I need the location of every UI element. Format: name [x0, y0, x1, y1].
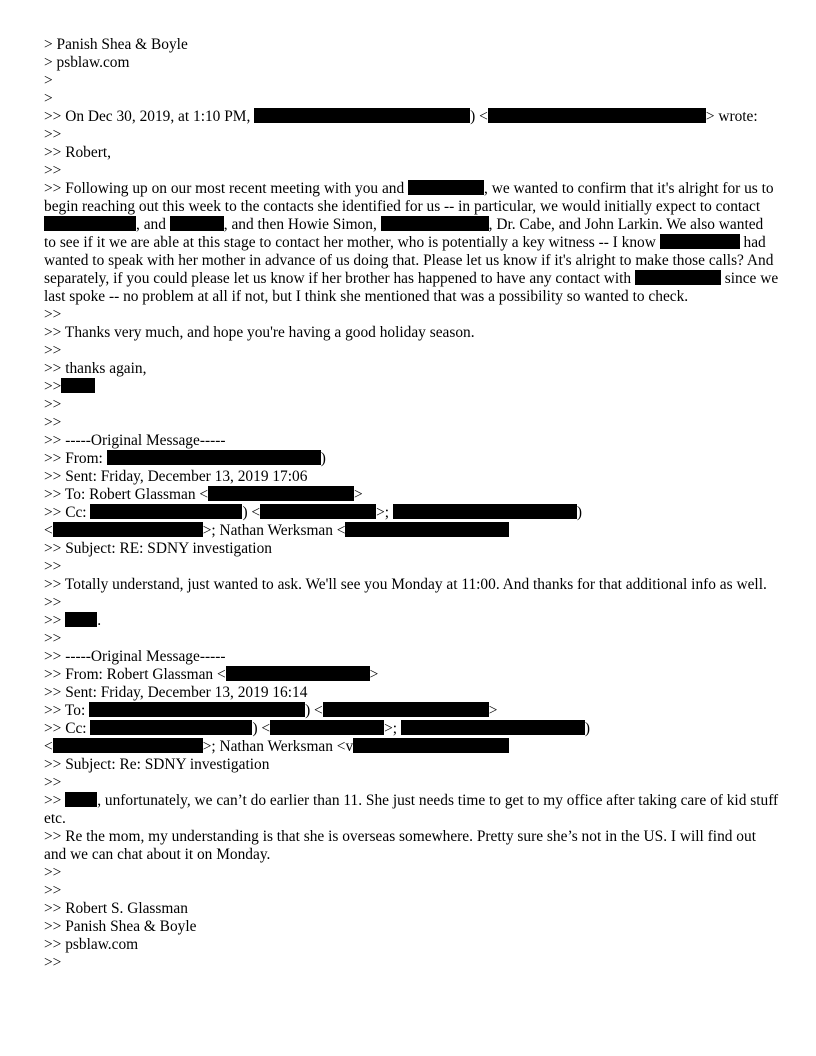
text: >; Nathan Werksman <v: [202, 738, 354, 755]
quote-line: >>: [44, 342, 62, 359]
text: ): [584, 720, 591, 737]
cc-line: [44, 720, 779, 738]
redaction: [89, 702, 305, 717]
text: , we wanted to confirm that it's alright for us to begin reaching out this week to the contacts she identified for us -- in particular, we would initially expect to contact: [44, 180, 774, 215]
quote-line: >>: [44, 306, 62, 323]
quote-line: >>: [44, 126, 62, 143]
redaction: [660, 234, 740, 249]
text: >: [488, 702, 498, 719]
redaction: [107, 450, 321, 465]
text: >> From: Robert Glassman <: [44, 666, 226, 683]
text: > wrote:: [705, 108, 758, 125]
quote-line: >>: [44, 594, 62, 611]
quote-line: >>: [44, 630, 62, 647]
text: >>: [44, 792, 66, 809]
quote-line: >: [44, 72, 53, 89]
text: >> On Dec 30, 2019, at 1:10 PM,: [44, 108, 255, 125]
message-paragraph: >> Totally understand, just wanted to ask. We'll see you Monday at 11:00. And thanks for that additional info as well.: [44, 576, 767, 593]
text: ): [320, 450, 326, 467]
sent-line: >> Sent: Friday, December 13, 2019 17:06: [44, 468, 308, 485]
redaction: [381, 216, 489, 231]
quote-line: >>: [44, 882, 62, 899]
redaction: [53, 738, 203, 753]
to-line: [44, 702, 779, 720]
redaction: [170, 216, 224, 231]
quote-line: >>: [44, 558, 62, 575]
subject-line: >> Subject: RE: SDNY investigation: [44, 540, 272, 557]
message-paragraph: >> Re the mom, my understanding is that she is overseas somewhere. Pretty sure she’s not in the US. I will find out and we can chat about it on Monday.: [44, 828, 756, 863]
text: , and then Howie Simon,: [223, 216, 381, 233]
redaction: [90, 720, 252, 735]
redaction: [393, 504, 577, 519]
signature-line: [44, 612, 779, 630]
cc-line: [44, 504, 779, 522]
to-line: [44, 486, 779, 504]
signature-website: >> psblaw.com: [44, 936, 139, 953]
text: , and: [136, 216, 170, 233]
cc-continuation-line: [44, 738, 779, 756]
quote-line: > Panish Shea & Boyle: [44, 36, 188, 53]
text: >: [354, 486, 363, 503]
text: ) <: [242, 504, 261, 521]
quote-line: >>: [44, 774, 62, 791]
message-paragraph: [44, 792, 779, 828]
text: <: [44, 522, 53, 539]
text: , Dr. Cabe, and John Larkin. We also wanted to see if it we are able at this stage to contact her mother, who is potentially a key witness -- I know: [44, 216, 764, 251]
quote-line: >> thanks again,: [44, 360, 147, 377]
text: >> From:: [44, 450, 107, 467]
redaction: [270, 720, 384, 735]
quoted-header-line: [44, 108, 779, 126]
from-line: [44, 450, 779, 468]
text: >> To: Robert Glassman <: [44, 486, 209, 503]
text: ) <: [470, 108, 488, 125]
redaction: [90, 504, 242, 519]
signature-firm: >> Panish Shea & Boyle: [44, 918, 197, 935]
redaction: [208, 486, 354, 501]
redaction: [226, 666, 370, 681]
redaction: [65, 792, 97, 807]
redaction: [408, 180, 484, 195]
quote-line: >>: [44, 396, 62, 413]
quote-line: > psblaw.com: [44, 54, 130, 71]
cc-continuation-line: [44, 522, 779, 540]
signature-name: >> Robert S. Glassman: [44, 900, 188, 917]
text: >: [369, 666, 379, 683]
message-paragraph: [44, 180, 779, 306]
text: >> Cc:: [44, 504, 91, 521]
text: >; Nathan Werksman <: [202, 522, 346, 539]
from-line: [44, 666, 779, 684]
text: <: [44, 738, 53, 755]
quote-line: >> Thanks very much, and hope you're having a good holiday season.: [44, 324, 475, 341]
text: >> To:: [44, 702, 90, 719]
redaction: [61, 378, 95, 393]
redaction: [401, 720, 585, 735]
text: since we last spoke -- no problem at all if not, but I think she mentioned that was a possibility so wanted to check.: [44, 270, 779, 305]
signature-line: [44, 378, 779, 396]
redaction: [260, 504, 376, 519]
quote-line: >>: [44, 864, 62, 881]
text: ) <: [305, 702, 323, 719]
text: >;: [376, 504, 393, 521]
redaction: [635, 270, 721, 285]
redaction: [353, 738, 509, 753]
redaction: [53, 522, 203, 537]
quote-line: >>: [44, 162, 62, 179]
text: >>: [44, 612, 66, 629]
text: .: [97, 612, 102, 629]
redaction: [345, 522, 509, 537]
quote-line: >> Robert,: [44, 144, 111, 161]
text: >;: [384, 720, 401, 737]
redaction: [488, 108, 706, 123]
quote-line: >>: [44, 414, 62, 431]
text: ): [576, 504, 583, 521]
redaction: [323, 702, 489, 717]
subject-line: >> Subject: Re: SDNY investigation: [44, 756, 270, 773]
redaction: [44, 216, 136, 231]
quote-line: >>: [44, 954, 62, 971]
text: >>: [44, 378, 62, 395]
original-message-separator: >> -----Original Message-----: [44, 648, 226, 665]
email-thread: [44, 36, 779, 972]
original-message-separator: >> -----Original Message-----: [44, 432, 226, 449]
sent-line: >> Sent: Friday, December 13, 2019 16:14: [44, 684, 308, 701]
redaction: [65, 612, 97, 627]
text: ) <: [252, 720, 271, 737]
text: >> Cc:: [44, 720, 91, 737]
text: , unfortunately, we can’t do earlier than 11. She just needs time to get to my office after taking care of kid stuff etc.: [44, 792, 779, 827]
text: >> Following up on our most recent meeting with you and: [44, 180, 409, 197]
quote-line: >: [44, 90, 53, 107]
text: had wanted to speak with her mother in advance of us doing that. Please let us know if it's alright to make those calls? And separately, if you could please let us know if her brother has happened to have any contact with: [44, 234, 774, 287]
redaction: [254, 108, 470, 123]
